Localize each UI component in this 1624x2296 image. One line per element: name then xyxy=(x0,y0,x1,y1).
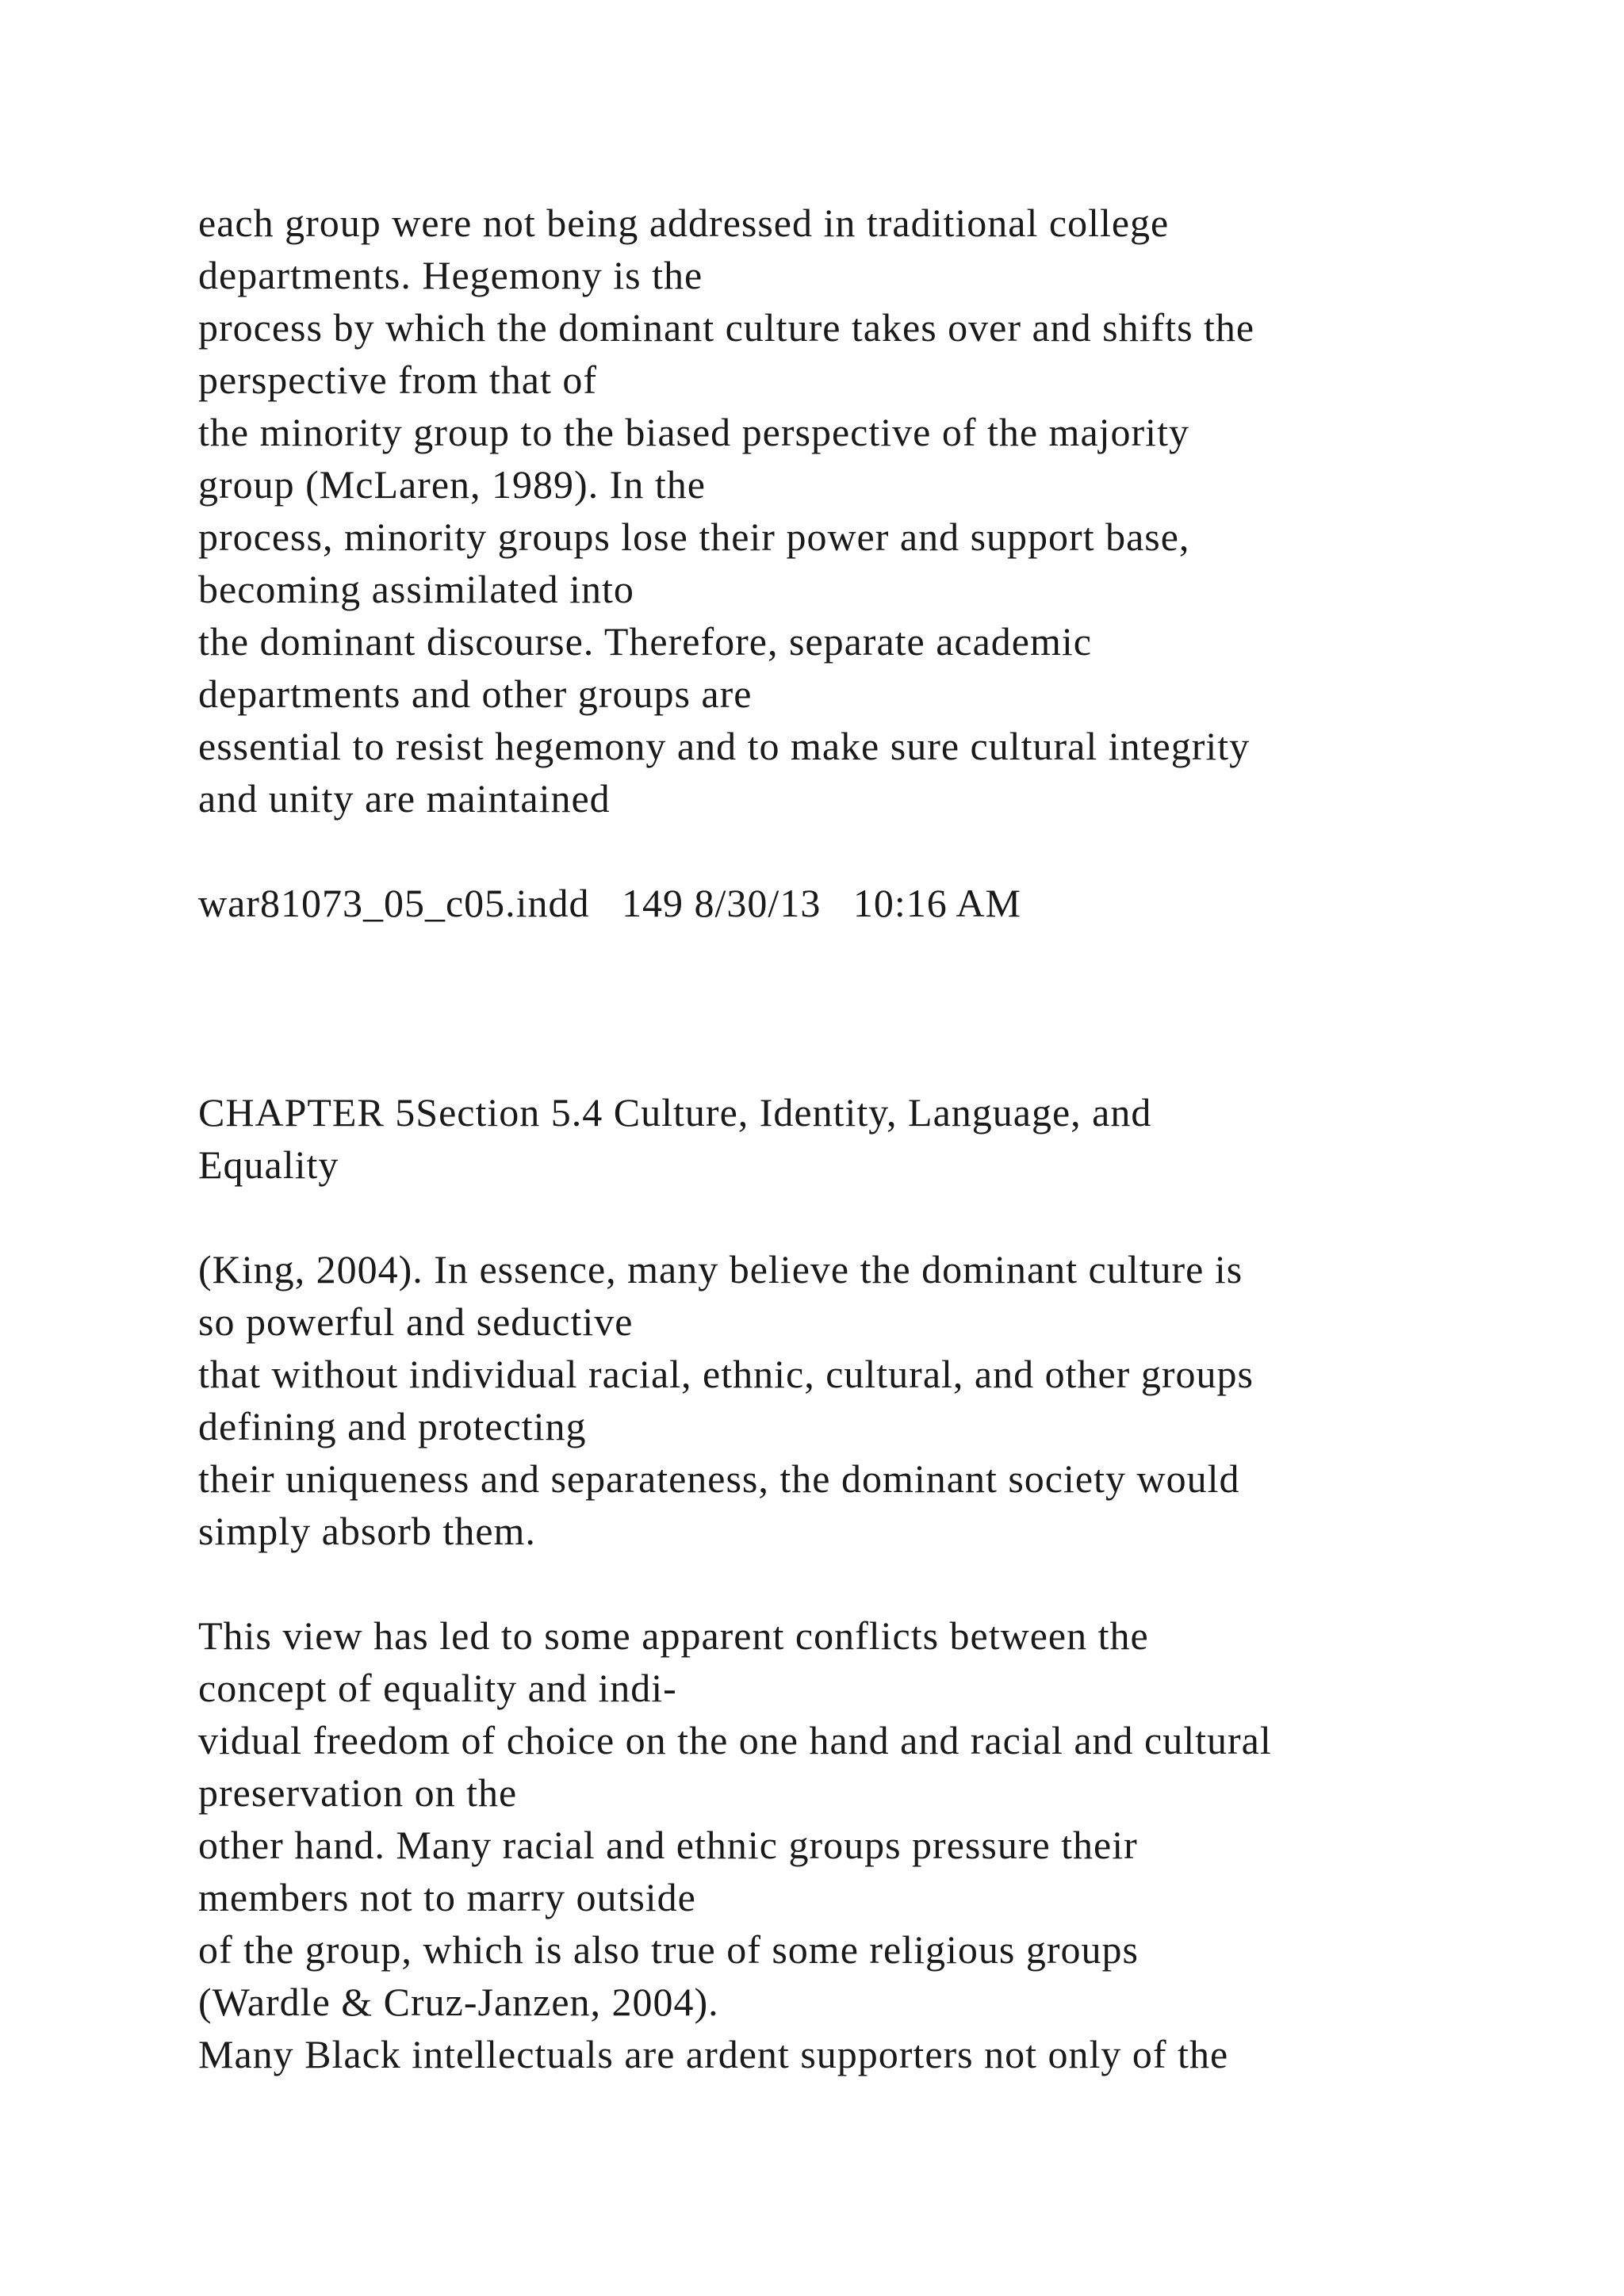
text-line: members not to marry outside xyxy=(198,1875,696,1919)
paragraph-hegemony xyxy=(198,197,1499,825)
blank-line xyxy=(198,929,1499,982)
heading-line: Equality xyxy=(198,1142,339,1187)
text-line: so powerful and seductive xyxy=(198,1299,634,1344)
text-line: of the group, which is also true of some religious groups xyxy=(198,1927,1139,1972)
blank-line xyxy=(198,825,1499,877)
blank-line xyxy=(198,1191,1499,1243)
document-page xyxy=(198,197,1499,2080)
text-line: departments and other groups are xyxy=(198,672,753,716)
text-line: simply absorb them. xyxy=(198,1509,536,1553)
text-line: and unity are maintained xyxy=(198,776,611,821)
blank-line xyxy=(198,1557,1499,1609)
text-line: process, minority groups lose their power and support base, xyxy=(198,515,1190,559)
paragraph-dominant-culture xyxy=(198,1243,1499,1557)
text-line: the minority group to the biased perspective of the majority xyxy=(198,410,1189,454)
text-line: their uniqueness and separateness, the dominant society would xyxy=(198,1456,1240,1501)
text-line: essential to resist hegemony and to make sure cultural integrity xyxy=(198,724,1251,768)
text-line: Many Black intellectuals are ardent supporters not only of the xyxy=(198,2032,1229,2076)
text-line: preservation on the xyxy=(198,1770,518,1815)
text-line: other hand. Many racial and ethnic groups pressure their xyxy=(198,1823,1138,1867)
text-line: perspective from that of xyxy=(198,358,597,402)
text-line: the dominant discourse. Therefore, separate academic xyxy=(198,619,1092,664)
text-line: (King, 2004). In essence, many believe the dominant culture is xyxy=(198,1247,1243,1292)
chapter-heading xyxy=(198,1086,1499,1191)
paragraph-equality-conflict xyxy=(198,1609,1499,2080)
text-line: This view has led to some apparent conflicts between the xyxy=(198,1613,1149,1658)
text-line: defining and protecting xyxy=(198,1404,587,1448)
text-line: process by which the dominant culture takes over and shifts the xyxy=(198,305,1255,350)
text-line: each group were not being addressed in traditional college xyxy=(198,201,1170,245)
text-line: departments. Hegemony is the xyxy=(198,253,703,297)
file-footer-line: war81073_05_c05.indd 149 8/30/13 10:16 AM xyxy=(198,881,1022,925)
heading-line: CHAPTER 5Section 5.4 Culture, Identity, Language, and xyxy=(198,1090,1152,1135)
text-line: group (McLaren, 1989). In the xyxy=(198,462,706,507)
text-line: that without individual racial, ethnic, cultural, and other groups xyxy=(198,1352,1254,1396)
text-line: concept of equality and indi- xyxy=(198,1666,677,1710)
blank-line xyxy=(198,1034,1499,1086)
blank-line xyxy=(198,982,1499,1034)
text-line: becoming assimilated into xyxy=(198,567,634,611)
text-line: vidual freedom of choice on the one hand and racial and cultural xyxy=(198,1718,1272,1762)
text-line: (Wardle & Cruz-Janzen, 2004). xyxy=(198,1980,719,2024)
